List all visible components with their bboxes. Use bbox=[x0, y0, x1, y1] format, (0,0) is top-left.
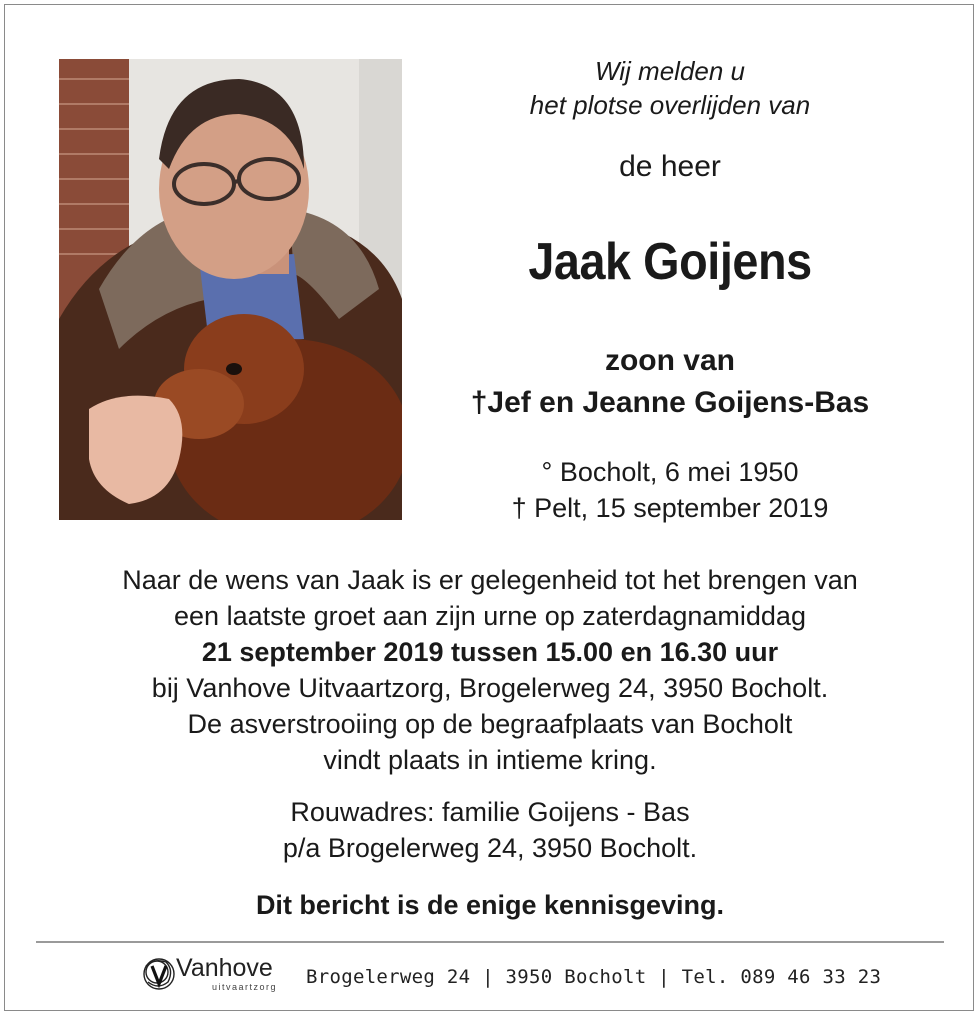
address-line-1: Rouwadres: familie Goijens - Bas bbox=[290, 797, 690, 827]
intro-line-2: het plotse overlijden van bbox=[529, 90, 811, 120]
logo-subtitle: uitvaartzorg bbox=[212, 982, 278, 992]
logo-name: Vanhove bbox=[176, 954, 273, 982]
vanhove-logo bbox=[140, 952, 300, 998]
body-line-2: een laatste groet aan zijn urne op zaterdagnamiddag bbox=[174, 601, 806, 631]
ceremony-details bbox=[40, 562, 940, 778]
sole-notice: Dit bericht is de enige kennisgeving. bbox=[255, 890, 725, 920]
body-line-4: bij Vanhove Uitvaartzorg, Brogelerweg 24, 3950 Bocholt. bbox=[151, 673, 829, 703]
honorific: de heer bbox=[619, 150, 721, 183]
vanhove-emblem-icon bbox=[140, 952, 178, 996]
body-line-6: vindt plaats in intieme kring. bbox=[323, 745, 657, 775]
portrait-photo bbox=[59, 59, 402, 520]
body-line-5: De asverstrooiing op de begraafplaats van Bocholt bbox=[187, 709, 793, 739]
body-line-1: Naar de wens van Jaak is er gelegenheid tot het brengen van bbox=[122, 565, 858, 595]
deceased-name: Jaak Goijens bbox=[528, 233, 812, 291]
parents-block bbox=[440, 340, 900, 424]
ceremony-date-time: 21 september 2019 tussen 15.00 en 16.30 uur bbox=[201, 637, 779, 667]
intro-line-1: Wij melden u bbox=[594, 56, 746, 86]
footer-contact: Brogelerweg 24 | 3950 Bocholt | Tel. 089 46 33 23 bbox=[306, 966, 882, 988]
birth-date: ° Bocholt, 6 mei 1950 bbox=[541, 457, 799, 487]
footer bbox=[140, 952, 882, 1000]
mourning-address bbox=[40, 794, 940, 866]
parents-names: †Jef en Jeanne Goijens-Bas bbox=[470, 386, 870, 419]
life-dates bbox=[440, 454, 900, 526]
address-line-2: p/a Brogelerweg 24, 3950 Bocholt. bbox=[282, 833, 698, 863]
intro-text bbox=[440, 54, 900, 122]
son-of-label: zoon van bbox=[604, 344, 735, 377]
death-date: † Pelt, 15 september 2019 bbox=[511, 493, 829, 523]
footer-divider bbox=[36, 941, 944, 943]
